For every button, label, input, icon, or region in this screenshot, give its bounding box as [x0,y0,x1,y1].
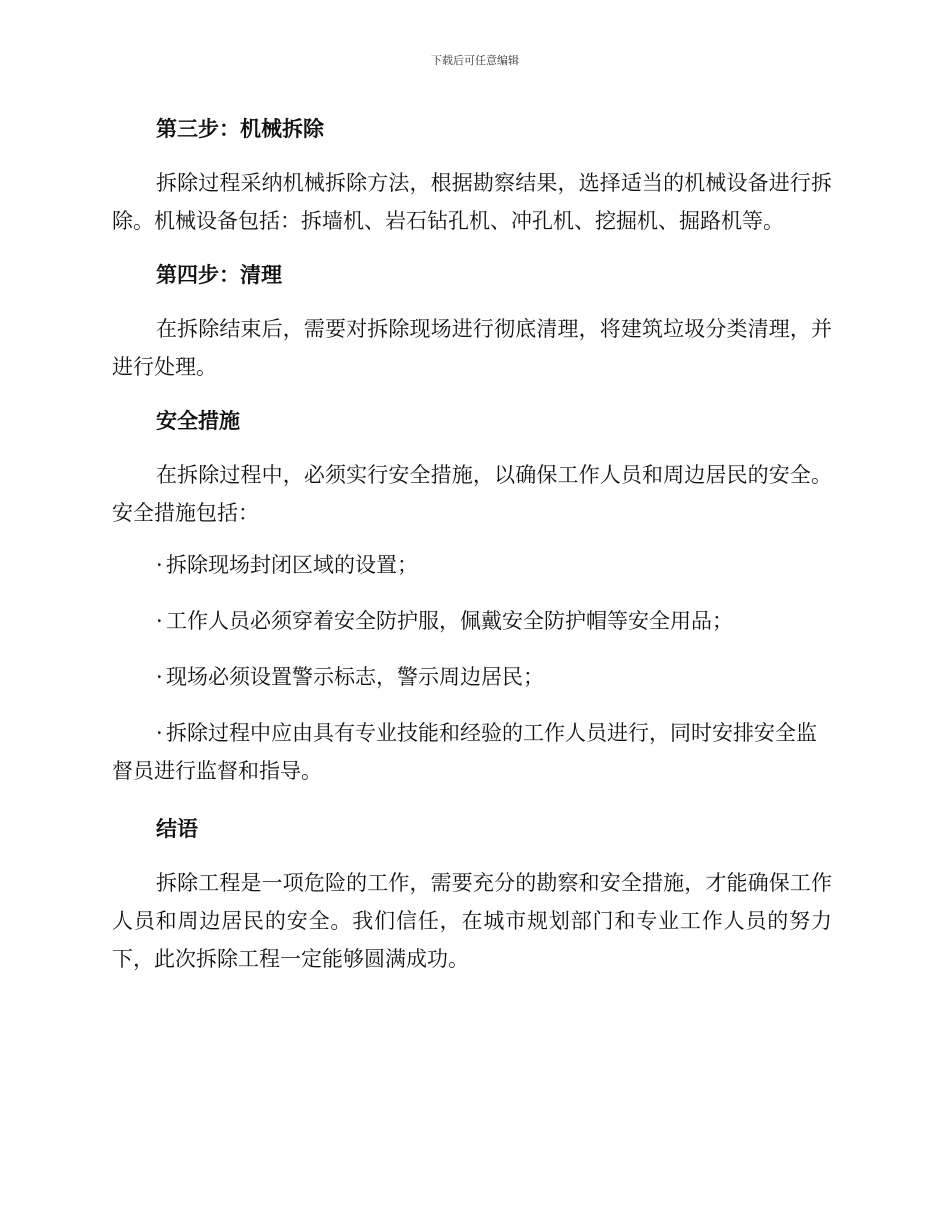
paragraph-step4: 在拆除结束后，需要对拆除现场进行彻底清理，将建筑垃圾分类清理，并进行处理。 [112,317,832,379]
page-header-note: 下载后可任意编辑 [431,54,519,67]
paragraph-step3: 拆除过程采纳机械拆除方法，根据勘察结果，选择适当的机械设备进行拆除。机械设备包括：拆墙机、岩石钻孔机、冲孔机、挖掘机、掘路机等。 [112,171,832,233]
list-item-safety-3 [112,658,832,696]
heading-step4: 第四步：清理 [156,262,282,287]
paragraph-safety: 在拆除过程中，必须实行安全措施，以确保工作人员和周边居民的安全。安全措施包括： [112,463,832,525]
list-item-text: 拆除现场封闭区域的设置； [166,553,418,577]
paragraph-conclusion: 拆除工程是一项危险的工作，需要充分的勘察和安全措施，才能确保工作人员和周边居民的安全。我们信任，在城市规划部门和专业工作人员的努力下，此次拆除工程一定能够圆满成功。 [112,871,832,971]
list-item-safety-4 [112,714,832,790]
document-body [112,108,832,992]
list-item-safety-2 [112,602,832,640]
heading-step3: 第三步：机械拆除 [156,116,324,141]
bullet-dot-icon: · [156,609,163,633]
list-item-text: 工作人员必须穿着安全防护服，佩戴安全防护帽等安全用品； [166,609,733,633]
list-item-safety-1 [112,546,832,584]
heading-conclusion: 结语 [156,816,198,841]
bullet-dot-icon: · [156,553,163,577]
bullet-dot-icon: · [156,665,163,689]
bullet-dot-icon: · [156,721,163,745]
heading-safety: 安全措施 [156,408,240,433]
list-item-text: 拆除过程中应由具有专业技能和经验的工作人员进行，同时安排安全监督员进行监督和指导。 [112,721,817,783]
list-item-text: 现场必须设置警示标志，警示周边居民； [166,665,544,689]
